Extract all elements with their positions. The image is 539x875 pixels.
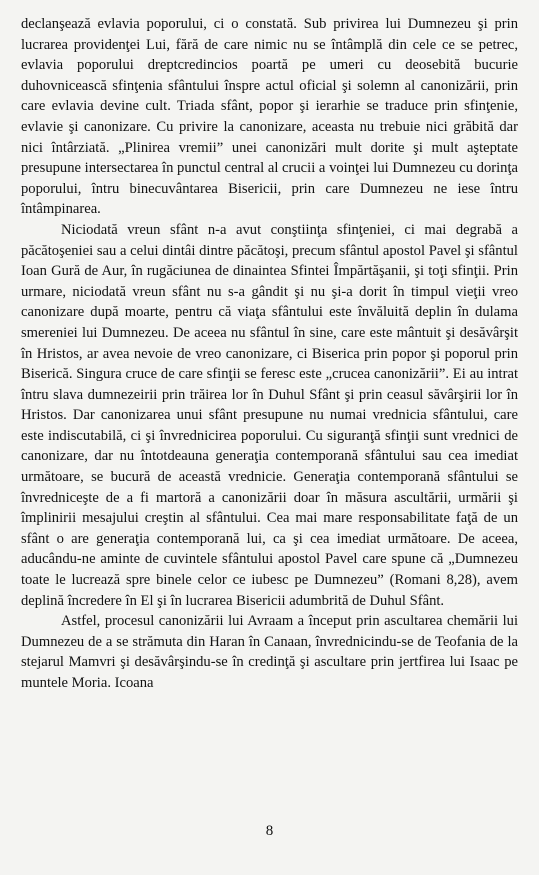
paragraph-2: Niciodată vreun sfânt n-a avut conştiinţa sfinţeniei, ci mai degrabă a păcătoşeniei sau a celui dintâi dintre păcătoşi, precum sfântul apostol Pavel şi sfântul Ioan Gură de Aur, în rugăciunea de dinaintea Sfintei Împărtăşanii, şi toţi sfinţii. Prin urmare, niciodată vreun sfânt nu s-a gândit şi nu şi-a dorit în timpul vieţii vreo canonizare după moarte, pentru că viaţa sfântului este învăluită deplin în dulama smereniei lui Dumnezeu. De aceea nu sfântul în sine, care este mântuit şi desăvârşit în Hristos, ar avea nevoie de vreo canonizare, ci Biserica prin popor şi poporul prin Biserică. Singura cruce de care sfinţii se feresc este „crucea canonizării”. Ei au intrat întru slava dumnezeirii prin trăirea lor în Duhul Sfânt şi prin ceasul săvârşirii lor în Hristos. Dar canonizarea unui sfânt presupune nu numai vrednicia sfântului, care este indiscutabilă, ci şi învrednicirea poporului. Cu siguranţă sfinţii sunt vrednici de canonizare, dar nu întotdeauna generaţia contemporană sfântului sau cea imediat următoare, se bucură de această vrednicie. Generaţia contemporană sfântului se învredniceşte de a fi martoră a canonizării doar în măsura ascultării, urmării şi împlinirii mesajului creştin al sfântului. Cea mai mare responsabilitate faţă de un sfânt o are generaţia contemporană lui, ca şi cea imediat următoare. De aceea, aducându-ne aminte de cuvintele sfântului apostol Pavel care spune că „Dumnezeu toate le lucrează spre binele celor ce iubesc pe Dumnezeu” (Romani 8,28), avem deplină încredere în El şi în lucrarea Bisericii adumbrită de Duhul Sfânt. [21, 221, 518, 609]
paragraph-1: declanşează evlavia poporului, ci o constată. Sub privirea lui Dumnezeu şi prin lucrarea providenţei Lui, fără de care nimic nu se întâmplă din cele ce se petrec, evlavia poporului dreptcredincios poartă pe umeri cu deosebită bucurie duhovnicească sfinţenia sfântului înspre actul oficial şi solemn al canonizării, prin care evlavia devine cult. Triada sfânt, popor şi ierarhie se traduce prin sfinţenie, evlavie şi canonizare. Cu privire la canonizare, aceasta nu trebuie nici grăbită dar nici întârziată. „Plinirea vremii” unei canonizări mult dorite şi mult aşteptate presupune intersectarea în punctul central al crucii a voinţei lui Dumnezeu cu dorinţa poporului, întru binecuvântarea Bisericii, prin care Dumnezeu ne iese întru întâmpinarea. [21, 16, 518, 218]
page-number: 8 [265, 823, 274, 839]
paragraph-3: Astfel, procesul canonizării lui Avraam a început prin ascultarea chemării lui Dumnezeu de a se strămuta din Haran în Canaan, învrednicindu-se de Teofania de la stejarul Mamvri şi desăvârşindu-se în credinţă şi ascultare prin jertfirea lui Isaac pe muntele Moria. Icoana [21, 613, 518, 691]
